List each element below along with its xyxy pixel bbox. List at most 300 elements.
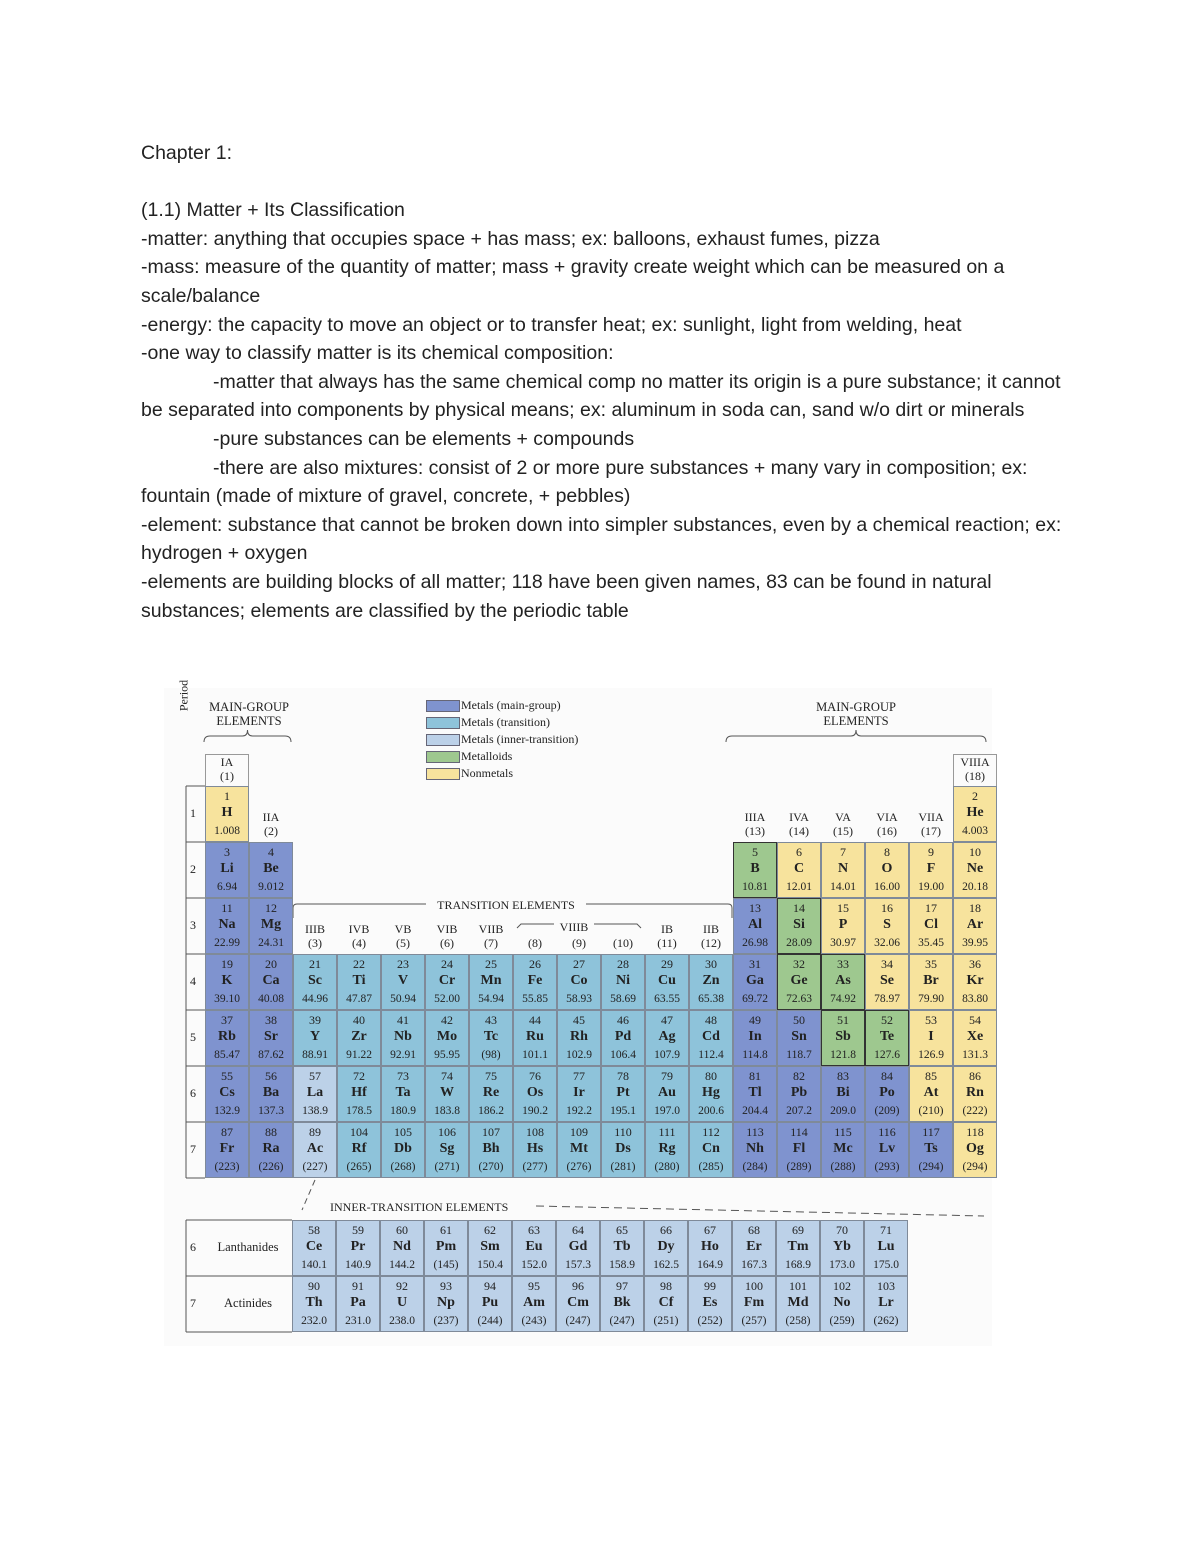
atomic-mass: (265) [346,1161,372,1173]
group-roman: IVB [348,922,370,936]
main-group-heading-right: MAIN-GROUP ELEMENTS [816,700,896,728]
atomic-mass: (294) [962,1161,988,1173]
atomic-number: 36 [969,957,981,971]
element-symbol: Pd [614,1029,632,1044]
element-symbol: V [397,973,409,988]
atomic-mass: (222) [962,1105,988,1117]
element-symbol: I [928,1029,934,1044]
element-cell-k [205,954,249,1010]
element-symbol: Pu [481,1295,499,1310]
atomic-number: 55 [221,1069,233,1083]
main-group-heading-left: MAIN-GROUP ELEMENTS [209,700,289,728]
atomic-number: 50 [793,1013,805,1027]
group-number: (6) [440,936,454,950]
atomic-mass: 157.3 [565,1259,591,1271]
element-cell-pm [424,1220,468,1276]
element-symbol: No [833,1295,851,1310]
atomic-mass: 162.5 [653,1259,679,1271]
element-cell-ba [249,1066,293,1122]
atomic-mass: 112.4 [698,1049,724,1061]
atomic-mass: (98) [481,1049,501,1061]
element-cell-ge [777,954,821,1010]
element-symbol: Nb [394,1029,412,1044]
atomic-mass: 200.6 [698,1105,724,1117]
group-roman: IA [220,755,234,769]
element-cell-nh [733,1122,777,1178]
element-symbol: K [221,973,233,988]
atomic-mass: (247) [609,1315,635,1327]
element-symbol: Pt [616,1085,630,1100]
group-number: (16) [877,824,897,838]
atomic-mass: 132.9 [214,1105,240,1117]
group-roman: VIA [876,810,898,824]
atomic-number: 71 [880,1223,892,1237]
element-cell-si [777,898,821,954]
element-cell-zr [337,1010,381,1066]
atomic-number: 110 [614,1125,632,1139]
element-cell-gd [556,1220,600,1276]
element-symbol: Rn [966,1085,984,1100]
element-cell-te [865,1010,909,1066]
note-paragraph: -there are also mixtures: consist of 2 or more pure substances + many vary in composition; ex: fountain (made of mixture of gravel, concrete, + pebbles) [141,456,1028,508]
atomic-mass: (262) [873,1315,899,1327]
element-cell-c [777,842,821,898]
note-paragraph: -matter: anything that occupies space + has mass; ex: balloons, exhaust fumes, pizza [141,227,880,250]
element-cell-y [293,1010,337,1066]
element-cell-yb [820,1220,864,1276]
atomic-mass: (285) [698,1161,724,1173]
group-roman: VIIB [478,922,504,936]
atomic-number: 21 [309,957,321,971]
atomic-number: 20 [265,957,277,971]
atomic-mass: (145) [433,1259,459,1271]
element-cell-rf [337,1122,381,1178]
element-cell-ho [688,1220,732,1276]
element-symbol: Fm [743,1295,765,1310]
note-paragraph [141,168,1066,197]
element-cell-n [821,842,865,898]
element-symbol: Tm [787,1239,809,1254]
group-label [513,922,557,950]
element-symbol: Ge [790,973,808,988]
atomic-mass: 138.9 [302,1105,328,1117]
element-cell-ne [953,842,997,898]
element-symbol: Hg [702,1085,720,1100]
inner-transition-pointer-left [302,1180,315,1210]
group-label [601,922,645,950]
element-cell-pa [336,1276,380,1332]
period-number: 5 [190,1030,196,1044]
atomic-number: 81 [749,1069,761,1083]
element-cell-f [909,842,953,898]
atomic-number: 76 [529,1069,541,1083]
element-cell-cr [425,954,469,1010]
element-symbol: Pa [350,1295,366,1310]
element-cell-lu [864,1220,908,1276]
atomic-mass: 180.9 [390,1105,416,1117]
legend-swatch [426,717,460,729]
atomic-mass: 190.2 [522,1105,548,1117]
atomic-number: 27 [573,957,585,971]
element-cell-bi [821,1066,865,1122]
atomic-mass: (257) [741,1315,767,1327]
element-symbol: Si [793,917,805,932]
element-cell-xe [953,1010,997,1066]
element-symbol: Pr [350,1239,366,1254]
element-symbol: Zn [702,973,720,988]
atomic-mass: 238.0 [389,1315,415,1327]
atomic-number: 60 [396,1223,408,1237]
atomic-number: 44 [529,1013,541,1027]
element-cell-ts [909,1122,953,1178]
atomic-mass: (243) [521,1315,547,1327]
atomic-number: 3 [224,845,230,859]
element-cell-hf [337,1066,381,1122]
element-cell-rg [645,1122,689,1178]
group-label [821,810,865,838]
element-cell-mn [469,954,513,1010]
group-label [337,922,381,950]
element-cell-pr [336,1220,380,1276]
atomic-number: 113 [746,1125,764,1139]
atomic-mass: 158.9 [609,1259,635,1271]
atomic-number: 74 [441,1069,453,1083]
group-roman: IIB [703,922,719,936]
element-cell-ga [733,954,777,1010]
atomic-number: 104 [350,1125,368,1139]
atomic-number: 98 [660,1279,672,1293]
atomic-number: 31 [749,957,761,971]
element-symbol: Mo [436,1029,458,1044]
element-cell-fr [205,1122,249,1178]
period-number: 6 [190,1086,196,1100]
element-cell-am [512,1276,556,1332]
atomic-mass: 197.0 [654,1105,680,1117]
element-cell-as [821,954,865,1010]
atomic-mass: 204.4 [742,1105,768,1117]
element-symbol: Cr [438,973,456,988]
element-symbol: Er [746,1239,762,1254]
atomic-number: 29 [661,957,673,971]
atomic-mass: 26.98 [742,937,768,949]
group-roman: VA [835,810,851,824]
group-label [865,810,909,838]
element-cell-sr [249,1010,293,1066]
group-roman: IIIA [744,810,766,824]
atomic-mass: 35.45 [918,937,944,949]
atomic-number: 67 [704,1223,716,1237]
atomic-mass: (280) [654,1161,680,1173]
group-label [909,810,953,838]
atomic-mass: 173.0 [829,1259,855,1271]
element-cell-u [380,1276,424,1332]
element-symbol: At [923,1085,939,1100]
element-cell-np [424,1276,468,1332]
element-cell-es [688,1276,732,1332]
atomic-mass: 107.9 [654,1049,680,1061]
element-symbol: Nh [746,1141,764,1156]
group-roman: VIIIA [960,755,990,769]
element-symbol: Sm [480,1239,500,1254]
atomic-number: 26 [529,957,541,971]
transition-brace-left [293,904,426,918]
group-label [469,922,513,950]
atomic-number: 61 [440,1223,452,1237]
element-symbol: O [881,861,893,876]
element-cell-cm [556,1276,600,1332]
atomic-number: 5 [752,845,758,859]
atomic-mass: 47.87 [346,993,372,1005]
atomic-mass: 58.93 [566,993,592,1005]
element-symbol: Ar [966,917,984,932]
atomic-mass: 52.00 [434,993,460,1005]
element-symbol: Au [658,1085,676,1100]
section-heading: (1.1) Matter + Its Classification [141,199,405,222]
atomic-mass: 101.1 [522,1049,548,1061]
element-symbol: Ga [746,973,764,988]
atomic-mass: 74.92 [830,993,856,1005]
element-symbol: H [221,805,233,820]
atomic-mass: (251) [653,1315,679,1327]
atomic-number: 95 [528,1279,540,1293]
atomic-mass: 231.0 [345,1315,371,1327]
atomic-mass: 14.01 [830,881,856,893]
group-number: (4) [352,936,366,950]
atomic-mass: (210) [918,1105,944,1117]
legend-label: Metalloids [461,749,513,763]
element-cell-sb [821,1010,865,1066]
element-symbol: Ni [616,973,630,988]
atomic-mass: 87.62 [258,1049,284,1061]
element-cell-co [557,954,601,1010]
element-symbol: Mn [480,973,502,988]
atomic-mass: 91.22 [346,1049,372,1061]
element-cell-i [909,1010,953,1066]
element-symbol: Na [218,917,236,932]
atomic-number: 79 [661,1069,673,1083]
atomic-mass: 164.9 [697,1259,723,1271]
group-number: (5) [396,936,410,950]
atomic-number: 83 [837,1069,849,1083]
series-name: Lanthanides [217,1240,279,1254]
atomic-mass: 39.95 [962,937,988,949]
element-cell-lr [864,1276,908,1332]
atomic-number: 82 [793,1069,805,1083]
element-cell-bh [469,1122,513,1178]
element-cell-ir [557,1066,601,1122]
element-cell-os [513,1066,557,1122]
element-cell-tm [776,1220,820,1276]
atomic-number: 10 [969,845,981,859]
group-roman: IVA [789,810,809,824]
legend-label: Metals (transition) [461,715,550,729]
element-symbol: U [396,1295,408,1310]
element-cell-fe [513,954,557,1010]
atomic-mass: 183.8 [434,1105,460,1117]
atomic-number: 54 [969,1013,981,1027]
atomic-number: 115 [834,1125,852,1139]
atomic-number: 100 [745,1279,763,1293]
atomic-number: 85 [925,1069,937,1083]
atomic-number: 19 [221,957,233,971]
group-number: (13) [745,824,765,838]
transition-heading: TRANSITION ELEMENTS [426,898,586,912]
element-cell-mt [557,1122,601,1178]
atomic-number: 93 [440,1279,452,1293]
atomic-number: 13 [749,901,761,915]
atomic-mass: 50.94 [390,993,416,1005]
atomic-number: 40 [353,1013,365,1027]
atomic-number: 62 [484,1223,496,1237]
group-number: (12) [701,936,721,950]
element-cell-hg [689,1066,733,1122]
element-symbol: Br [923,973,939,988]
group-roman: IIIB [305,922,325,936]
element-symbol: Ru [526,1029,544,1044]
element-symbol: S [883,917,891,932]
group-number: (9) [572,936,586,950]
element-cell-b [733,842,777,898]
element-cell-ar [953,898,997,954]
element-cell-cu [645,954,689,1010]
element-symbol: Ho [701,1239,719,1254]
atomic-mass: (289) [786,1161,812,1173]
element-cell-ta [381,1066,425,1122]
element-symbol: Cf [658,1295,674,1310]
group-label [425,922,469,950]
element-cell-tc [469,1010,513,1066]
atomic-mass: 19.00 [918,881,944,893]
element-cell-bk [600,1276,644,1332]
atomic-number: 46 [617,1013,629,1027]
element-symbol: Cn [702,1141,720,1156]
atomic-mass: 22.99 [214,937,240,949]
atomic-number: 41 [397,1013,409,1027]
period-number: 4 [190,974,196,988]
element-symbol: Tc [483,1029,499,1044]
group-number: (11) [657,936,677,950]
element-symbol: He [966,805,984,820]
element-cell-pt [601,1066,645,1122]
atomic-number: 73 [397,1069,409,1083]
element-symbol: Lv [878,1141,896,1156]
group-number: (8) [528,936,542,950]
atomic-mass: 1.008 [214,825,240,837]
element-cell-la [293,1066,337,1122]
note-paragraph: -matter that always has the same chemical comp no matter its origin is a pure substance; it cannot be separated into components by physical means; ex: aluminum in soda can, sand w/o dirt or minerals [141,370,1061,422]
element-cell-kr [953,954,997,1010]
group-label [293,922,337,950]
atomic-mass: 72.63 [786,993,812,1005]
atomic-number: 84 [881,1069,893,1083]
element-symbol: Ne [966,861,984,876]
atomic-number: 66 [660,1223,672,1237]
element-symbol: Es [702,1295,718,1310]
atomic-mass: (277) [522,1161,548,1173]
element-symbol: Cd [702,1029,720,1044]
atomic-number: 80 [705,1069,717,1083]
atomic-number: 11 [221,901,233,915]
atomic-mass: 152.0 [521,1259,547,1271]
element-cell-lv [865,1122,909,1178]
element-cell-eu [512,1220,556,1276]
atomic-number: 15 [837,901,849,915]
element-cell-au [645,1066,689,1122]
element-cell-li [205,842,249,898]
group-label [249,810,293,838]
element-symbol: In [748,1029,762,1044]
element-cell-po [865,1066,909,1122]
element-symbol: Rg [658,1141,676,1156]
element-symbol: Se [880,973,894,988]
atomic-number: 51 [837,1013,849,1027]
element-cell-pu [468,1276,512,1332]
atomic-number: 9 [928,845,934,859]
atomic-number: 59 [352,1223,364,1237]
inner-transition-pointer-right [536,1206,984,1216]
atomic-mass: (271) [434,1161,460,1173]
group-roman: VB [394,922,412,936]
atomic-mass: 92.91 [390,1049,416,1061]
atomic-mass: (209) [874,1105,900,1117]
element-symbol: Tl [748,1085,762,1100]
legend-label: Nonmetals [461,766,513,780]
element-symbol: Rh [570,1029,588,1044]
element-cell-p [821,898,865,954]
element-symbol: Ti [352,973,366,988]
group-label [381,922,425,950]
element-symbol: B [750,861,760,876]
atomic-number: 105 [394,1125,412,1139]
atomic-number: 35 [925,957,937,971]
atomic-number: 52 [881,1013,893,1027]
element-cell-re [469,1066,513,1122]
atomic-number: 112 [702,1125,720,1139]
atomic-number: 23 [397,957,409,971]
element-symbol: Np [437,1295,455,1310]
atomic-mass: (227) [302,1161,328,1173]
atomic-mass: (293) [874,1161,900,1173]
group-roman [513,922,557,936]
element-symbol: Sn [791,1029,807,1044]
element-symbol: Cs [219,1085,235,1100]
atomic-mass: 131.3 [962,1049,988,1061]
note-paragraph: -element: substance that cannot be broken down into simpler substances, even by a chemical reaction; ex: hydrogen + oxygen [141,513,1062,565]
legend-label: Metals (inner-transition) [461,732,579,746]
atomic-number: 118 [966,1125,984,1139]
element-cell-pd [601,1010,645,1066]
element-symbol: Po [879,1085,895,1100]
atomic-mass: 4.003 [962,825,988,837]
atomic-mass: (268) [390,1161,416,1173]
group-roman: IB [661,922,673,936]
atomic-number: 102 [833,1279,851,1293]
element-symbol: Md [787,1295,809,1310]
atomic-mass: 9.012 [258,881,284,893]
atomic-number: 65 [616,1223,628,1237]
atomic-number: 114 [790,1125,808,1139]
element-symbol: Ag [658,1029,676,1044]
atomic-mass: (259) [829,1315,855,1327]
atomic-number: 42 [441,1013,453,1027]
note-paragraph: -pure substances can be elements + compounds [213,427,635,450]
element-symbol: Tb [613,1239,631,1254]
element-symbol: Fl [792,1141,806,1156]
atomic-number: 91 [352,1279,364,1293]
element-cell-cl [909,898,953,954]
atomic-number: 28 [617,957,629,971]
atomic-number: 88 [265,1125,277,1139]
